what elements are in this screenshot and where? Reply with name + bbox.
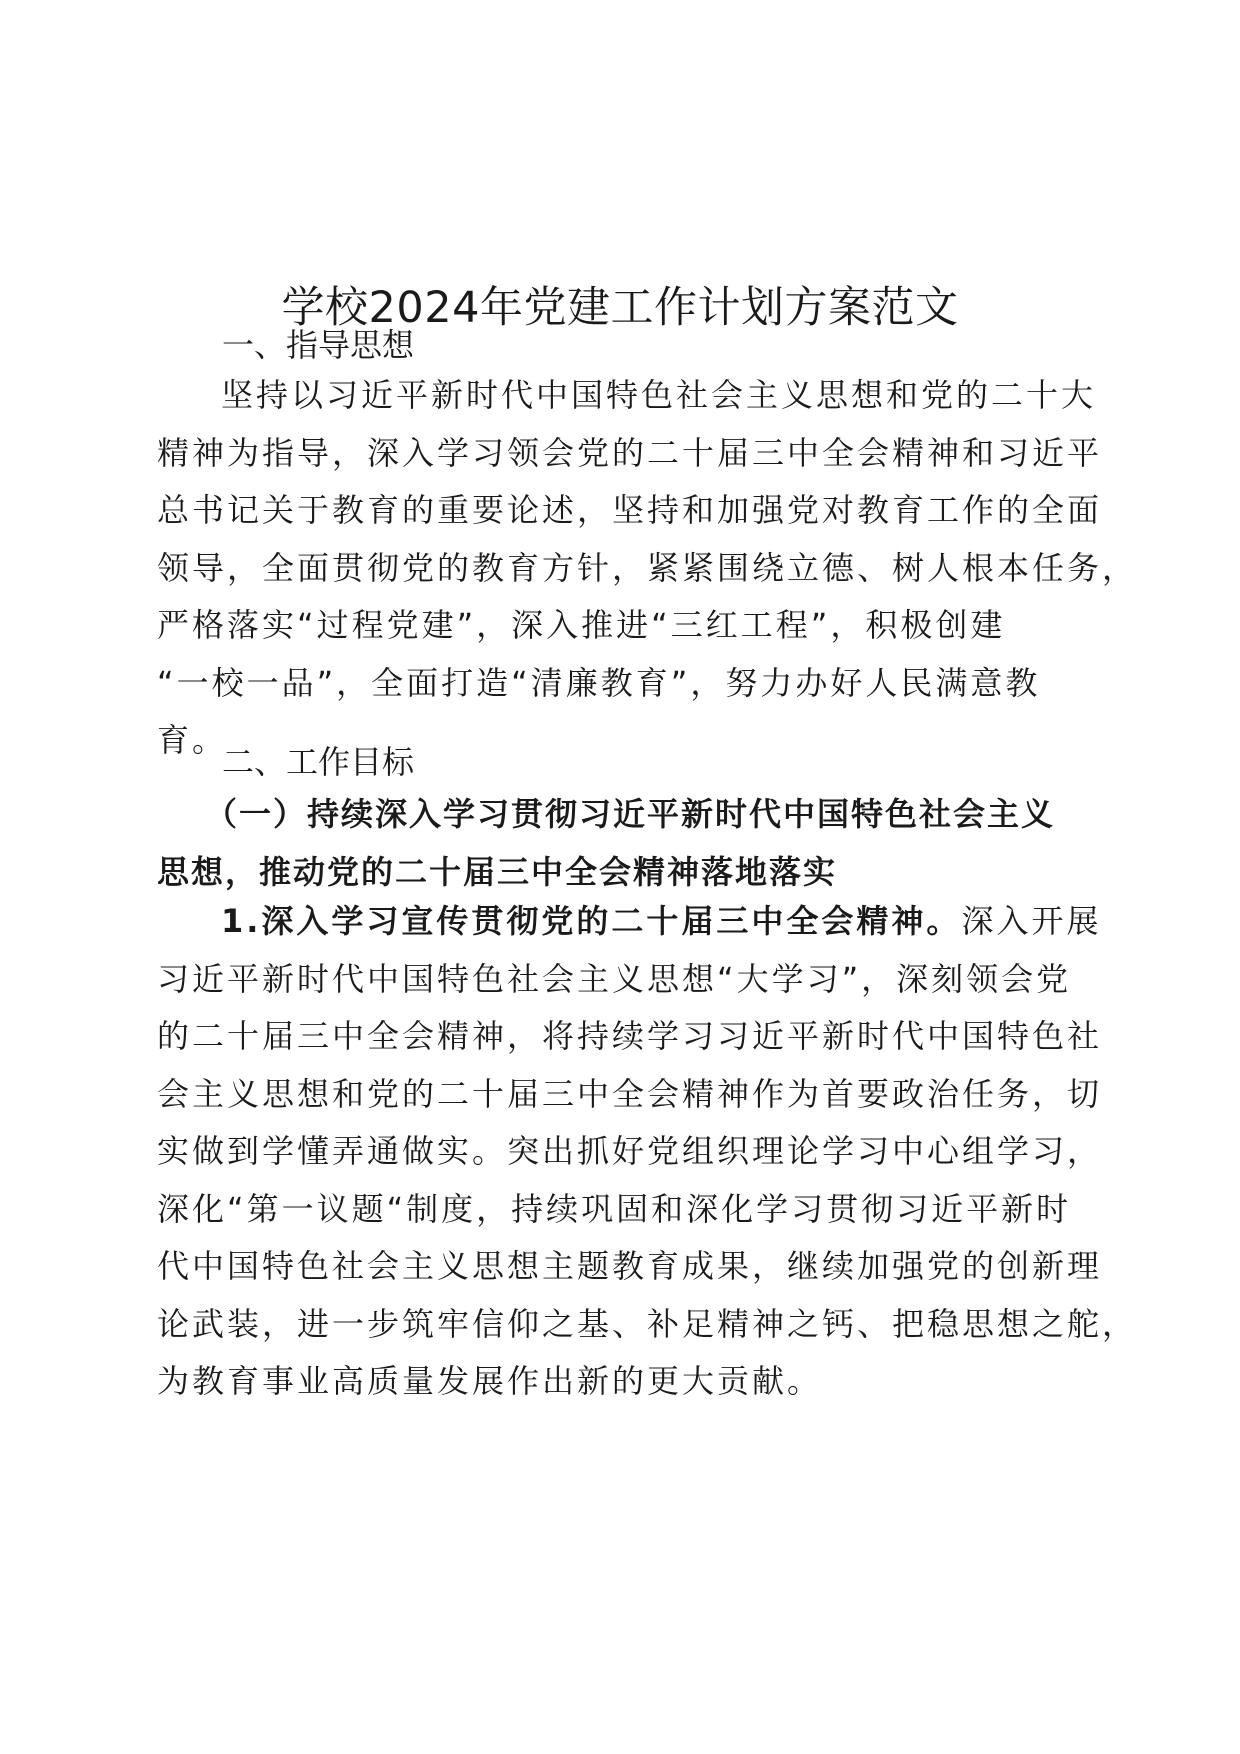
paragraph-line: “一校一品”，全面打造“清廉教育”，努力办好人民满意教	[157, 663, 1041, 702]
item-1-lead-rest: 深入开展	[961, 902, 1102, 940]
section-heading-work-goals: 二、工作目标	[222, 743, 415, 781]
paragraph-line: 总书记关于教育的重要论述，坚持和加强党对教育工作的全面	[157, 491, 1103, 529]
paragraph-first-line	[157, 893, 1102, 951]
paragraph-line: 坚持以习近平新时代中国特色社会主义思想和党的二十大	[221, 376, 1097, 414]
document-title: 学校2024年党建工作计划方案范文	[281, 283, 959, 333]
subsection-heading-1	[157, 786, 1097, 901]
section-heading-guiding-ideology: 一、指导思想	[222, 326, 415, 364]
paragraph-line: 深化“第一议题“制度，持续巩固和深化学习贯彻习近平新时	[157, 1189, 1072, 1228]
paragraph-line: 领导，全面贯彻党的教育方针，紧紧围绕立德、树人根本任务，	[157, 548, 1138, 587]
item-1-lead: 1.深入学习宣传贯彻党的二十届三中全会精神。	[221, 902, 962, 940]
item-1-paragraph	[157, 893, 1138, 1411]
section-body-guiding-ideology	[157, 367, 1138, 770]
paragraph-line: 育。	[157, 721, 228, 759]
paragraph-line: 实做到学懂弄通做实。突出抓好党组织理论学习中心组学习，	[157, 1132, 1103, 1170]
subsection-heading-line: （一）持续深入学习贯彻习近平新时代中国特色社会主义	[205, 795, 1056, 833]
paragraph-line: 习近平新时代中国特色社会主义思想“大学习”，深刻领会党	[157, 959, 1072, 998]
paragraph-line: 论武装，进一步筑牢信仰之基、补足精神之钙、把稳思想之舵，	[157, 1304, 1138, 1343]
subsection-heading-line: 思想，推动党的二十届三中全会精神落地落实	[157, 852, 838, 891]
paragraph-line: 的二十届三中全会精神，将持续学习习近平新时代中国特色社	[157, 1017, 1103, 1055]
paragraph-line: 严格落实“过程党建”，深入推进“三红工程”，积极创建	[157, 606, 1006, 644]
paragraph-line: 为教育事业高质量发展作出新的更大贡献。	[157, 1362, 823, 1400]
paragraph-line: 代中国特色社会主义思想主题教育成果，继续加强党的创新理	[157, 1247, 1103, 1285]
paragraph-line: 会主义思想和党的二十届三中全会精神作为首要政治任务，切	[157, 1074, 1103, 1113]
paragraph-line: 精神为指导，深入学习领会党的二十届三中全会精神和习近平	[157, 433, 1103, 472]
